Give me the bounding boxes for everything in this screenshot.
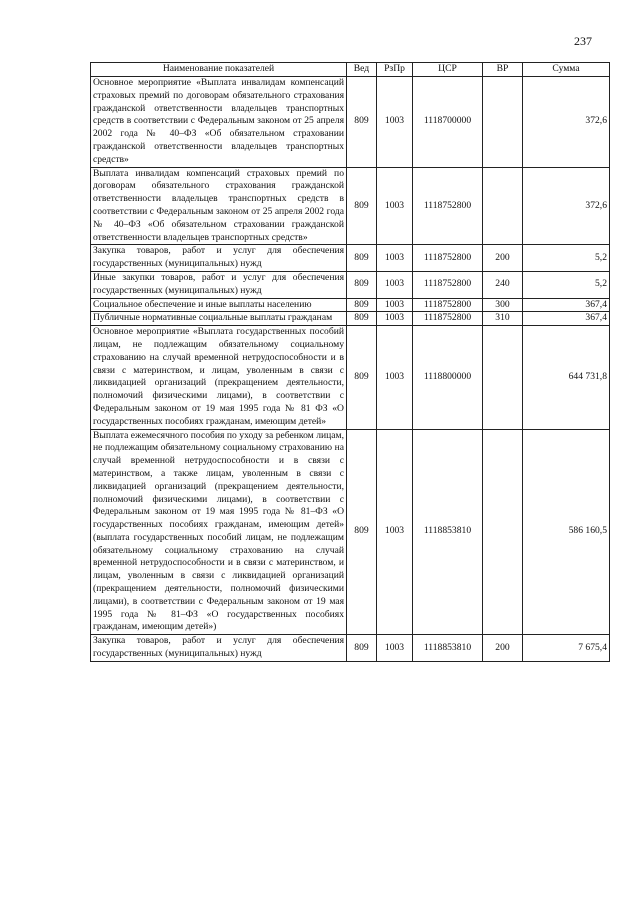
row-ved: 809 [347, 167, 377, 245]
header-vr: ВР [483, 63, 523, 77]
row-vr: 300 [483, 298, 523, 312]
row-ved: 809 [347, 312, 377, 326]
row-name: Выплата инвалидам компенсаций страховых премий по договорам обязательного страхования гражданской ответственности владельцев транспортных средств в соответствии с Федеральным законом от 25 апреля 2002 года № 40–ФЗ «Об обязательном страховании гражданской ответственности владельцев транспортных средств» [91, 167, 347, 245]
budget-table [90, 62, 610, 662]
row-csr: 1118752800 [413, 245, 483, 272]
row-ved: 809 [347, 326, 377, 429]
row-ved: 809 [347, 429, 377, 635]
row-csr: 1118800000 [413, 326, 483, 429]
row-rzpr: 1003 [377, 298, 413, 312]
table-row [91, 167, 610, 245]
row-name: Основное мероприятие «Выплата инвалидам компенсаций страховых премий по договорам обязательного страхования гражданской ответственности владельцев транспортных средств в соответствии с Федеральным законом от 25 апреля 2002 года № 40–ФЗ «Об обязательном страховании гражданской ответственности владельцев транспортных средств» [91, 77, 347, 168]
row-amount: 586 160,5 [523, 429, 610, 635]
row-vr [483, 167, 523, 245]
row-ved: 809 [347, 245, 377, 272]
row-name: Закупка товаров, работ и услуг для обеспечения государственных (муниципальных) нужд [91, 635, 347, 662]
row-vr: 200 [483, 635, 523, 662]
row-amount: 7 675,4 [523, 635, 610, 662]
row-name: Основное мероприятие «Выплата государственных пособий лицам, не подлежащим обязательному социальному страхованию на случай временной нетрудоспособности и в связи с материнством, и лицам, уволенным в связи с ликвидацией организаций (прекращением деятельности, полномочий физическими лицами), в соответствии с Федеральным законом от 19 мая 1995 года № 81 ФЗ «О государственных пособиях гражданам, имеющим детей» [91, 326, 347, 429]
row-vr: 310 [483, 312, 523, 326]
table-row [91, 312, 610, 326]
row-csr: 1118853810 [413, 635, 483, 662]
row-vr: 200 [483, 245, 523, 272]
row-csr: 1118752800 [413, 167, 483, 245]
row-ved: 809 [347, 635, 377, 662]
row-name: Публичные нормативные социальные выплаты гражданам [91, 312, 347, 326]
header-ved: Вед [347, 63, 377, 77]
table-header-row [91, 63, 610, 77]
table-row [91, 298, 610, 312]
row-csr: 1118700000 [413, 77, 483, 168]
row-csr: 1118752800 [413, 298, 483, 312]
table-row [91, 271, 610, 298]
row-amount: 372,6 [523, 167, 610, 245]
row-csr: 1118752800 [413, 312, 483, 326]
row-vr [483, 77, 523, 168]
row-ved: 809 [347, 77, 377, 168]
table-row [91, 429, 610, 635]
header-csr: ЦСР [413, 63, 483, 77]
row-vr: 240 [483, 271, 523, 298]
row-amount: 372,6 [523, 77, 610, 168]
row-name: Социальное обеспечение и иные выплаты населению [91, 298, 347, 312]
row-amount: 367,4 [523, 298, 610, 312]
row-ved: 809 [347, 271, 377, 298]
row-rzpr: 1003 [377, 429, 413, 635]
row-rzpr: 1003 [377, 326, 413, 429]
row-rzpr: 1003 [377, 77, 413, 168]
row-vr [483, 429, 523, 635]
row-csr: 1118853810 [413, 429, 483, 635]
row-csr: 1118752800 [413, 271, 483, 298]
header-amount: Сумма [523, 63, 610, 77]
table-row [91, 245, 610, 272]
row-vr [483, 326, 523, 429]
row-amount: 367,4 [523, 312, 610, 326]
row-rzpr: 1003 [377, 635, 413, 662]
row-name: Иные закупки товаров, работ и услуг для обеспечения государственных (муниципальных) нужд [91, 271, 347, 298]
table-row [91, 326, 610, 429]
row-amount: 644 731,8 [523, 326, 610, 429]
row-amount: 5,2 [523, 271, 610, 298]
row-rzpr: 1003 [377, 271, 413, 298]
row-rzpr: 1003 [377, 312, 413, 326]
row-name: Выплата ежемесячного пособия по уходу за ребенком лицам, не подлежащим обязательному социальному страхованию на случай временной нетрудоспособности и в связи с материнством, а также лицам, уволенным в связи с ликвидацией организаций (прекращением деятельности, полномочий физическими лицами), в соответствии с Федеральным законом от 19 мая 1995 года № 81–ФЗ «О государственных пособиях гражданам, имеющим детей» (выплата государственных пособий лицам, не подлежащим обязательному социальному страхованию на случай временной нетрудоспособности и в связи с материнством, и лицам, уволенным в связи с ликвидацией организаций (прекращением деятельности, полномочий физическими лицами), в соответствии с Федеральным законом от 19 мая 1995 года № 81–ФЗ «О государственных пособиях гражданам, имеющим детей») [91, 429, 347, 635]
header-name: Наименование показателей [91, 63, 347, 77]
row-amount: 5,2 [523, 245, 610, 272]
row-rzpr: 1003 [377, 167, 413, 245]
header-rzpr: РзПр [377, 63, 413, 77]
row-rzpr: 1003 [377, 245, 413, 272]
table-row [91, 635, 610, 662]
row-name: Закупка товаров, работ и услуг для обеспечения государственных (муниципальных) нужд [91, 245, 347, 272]
row-ved: 809 [347, 298, 377, 312]
page-number: 237 [574, 34, 592, 48]
table-row [91, 77, 610, 168]
